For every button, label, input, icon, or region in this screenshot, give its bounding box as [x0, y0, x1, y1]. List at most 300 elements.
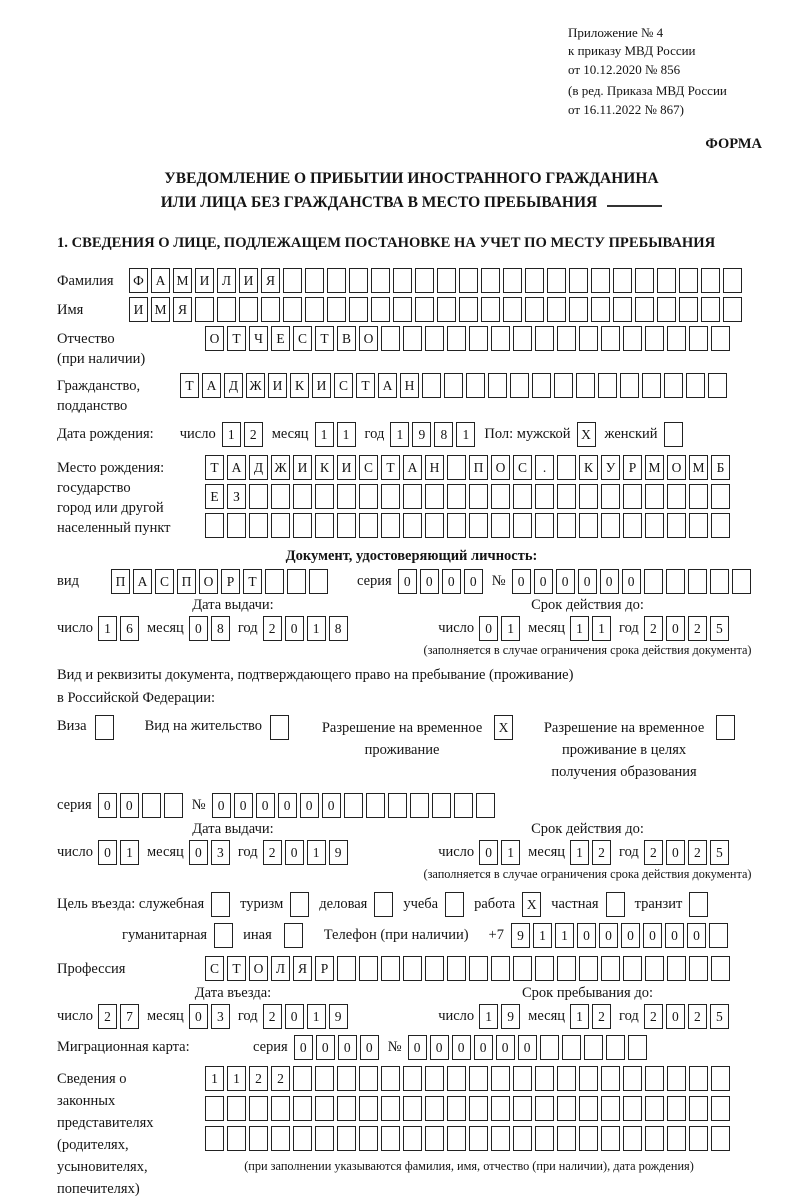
char-cell[interactable]: И: [312, 373, 331, 398]
char-cell[interactable]: X: [522, 892, 541, 917]
char-cell[interactable]: [293, 484, 312, 509]
char-cell[interactable]: 9: [329, 1004, 348, 1029]
char-cell[interactable]: 1: [120, 840, 139, 865]
char-cell[interactable]: [444, 373, 463, 398]
char-cell[interactable]: 1: [307, 616, 326, 641]
char-cell[interactable]: [623, 1096, 642, 1121]
char-cell[interactable]: 0: [479, 616, 498, 641]
char-cell[interactable]: 2: [644, 840, 663, 865]
char-cell[interactable]: [447, 326, 466, 351]
char-cell[interactable]: [239, 297, 258, 322]
char-cell[interactable]: [645, 956, 664, 981]
char-cell[interactable]: [535, 513, 554, 538]
char-cell[interactable]: [381, 1066, 400, 1091]
char-cell[interactable]: Т: [315, 326, 334, 351]
char-cell[interactable]: Е: [271, 326, 290, 351]
char-cell[interactable]: 2: [688, 840, 707, 865]
char-cell[interactable]: Н: [400, 373, 419, 398]
char-cell[interactable]: 0: [420, 569, 439, 594]
char-cell[interactable]: [645, 1126, 664, 1151]
char-cell[interactable]: [711, 484, 730, 509]
char-cell[interactable]: Н: [425, 455, 444, 480]
char-cell[interactable]: 5: [710, 616, 729, 641]
char-cell[interactable]: [535, 1096, 554, 1121]
char-cell[interactable]: М: [173, 268, 192, 293]
char-cell[interactable]: [513, 484, 532, 509]
char-cell[interactable]: [309, 569, 328, 594]
char-cell[interactable]: X: [577, 422, 596, 447]
char-cell[interactable]: [579, 513, 598, 538]
char-cell[interactable]: [711, 956, 730, 981]
char-cell[interactable]: 1: [456, 422, 475, 447]
char-cell[interactable]: [337, 1096, 356, 1121]
char-cell[interactable]: 9: [412, 422, 431, 447]
char-cell[interactable]: [447, 1126, 466, 1151]
char-cell[interactable]: [283, 297, 302, 322]
char-cell[interactable]: [645, 484, 664, 509]
char-cell[interactable]: 0: [687, 923, 706, 948]
char-cell[interactable]: [271, 1126, 290, 1151]
char-cell[interactable]: [344, 793, 363, 818]
char-cell[interactable]: К: [579, 455, 598, 480]
char-cell[interactable]: [142, 793, 161, 818]
char-cell[interactable]: С: [293, 326, 312, 351]
char-cell[interactable]: 0: [256, 793, 275, 818]
char-cell[interactable]: [689, 326, 708, 351]
char-cell[interactable]: 0: [285, 840, 304, 865]
char-cell[interactable]: 1: [570, 1004, 589, 1029]
char-cell[interactable]: [709, 923, 728, 948]
char-cell[interactable]: [447, 513, 466, 538]
char-cell[interactable]: 9: [511, 923, 530, 948]
char-cell[interactable]: [349, 268, 368, 293]
char-cell[interactable]: 0: [666, 1004, 685, 1029]
char-cell[interactable]: [469, 326, 488, 351]
char-cell[interactable]: 0: [534, 569, 553, 594]
char-cell[interactable]: С: [513, 455, 532, 480]
char-cell[interactable]: [601, 1066, 620, 1091]
char-cell[interactable]: С: [205, 956, 224, 981]
char-cell[interactable]: 0: [300, 793, 319, 818]
char-cell[interactable]: [249, 1126, 268, 1151]
char-cell[interactable]: [491, 1126, 510, 1151]
char-cell[interactable]: 2: [688, 1004, 707, 1029]
char-cell[interactable]: [283, 268, 302, 293]
char-cell[interactable]: [403, 956, 422, 981]
char-cell[interactable]: [374, 892, 393, 917]
char-cell[interactable]: [447, 1096, 466, 1121]
char-cell[interactable]: [657, 268, 676, 293]
char-cell[interactable]: [598, 373, 617, 398]
char-cell[interactable]: 1: [592, 616, 611, 641]
char-cell[interactable]: [606, 1035, 625, 1060]
char-cell[interactable]: 6: [120, 616, 139, 641]
char-cell[interactable]: Т: [227, 956, 246, 981]
char-cell[interactable]: [579, 1066, 598, 1091]
char-cell[interactable]: [371, 297, 390, 322]
char-cell[interactable]: П: [469, 455, 488, 480]
char-cell[interactable]: Т: [356, 373, 375, 398]
char-cell[interactable]: 0: [338, 1035, 357, 1060]
char-cell[interactable]: [601, 1126, 620, 1151]
char-cell[interactable]: [293, 513, 312, 538]
char-cell[interactable]: [95, 715, 114, 740]
char-cell[interactable]: [271, 1096, 290, 1121]
char-cell[interactable]: [337, 1066, 356, 1091]
char-cell[interactable]: 1: [222, 422, 241, 447]
char-cell[interactable]: [645, 326, 664, 351]
char-cell[interactable]: 1: [337, 422, 356, 447]
char-cell[interactable]: [513, 326, 532, 351]
char-cell[interactable]: 0: [666, 616, 685, 641]
char-cell[interactable]: [503, 268, 522, 293]
char-cell[interactable]: [613, 268, 632, 293]
char-cell[interactable]: [437, 268, 456, 293]
char-cell[interactable]: [723, 297, 742, 322]
char-cell[interactable]: [591, 268, 610, 293]
char-cell[interactable]: [315, 1066, 334, 1091]
char-cell[interactable]: [557, 1096, 576, 1121]
char-cell[interactable]: 2: [249, 1066, 268, 1091]
char-cell[interactable]: [293, 1066, 312, 1091]
char-cell[interactable]: [689, 892, 708, 917]
char-cell[interactable]: [459, 268, 478, 293]
char-cell[interactable]: Т: [227, 326, 246, 351]
char-cell[interactable]: 1: [227, 1066, 246, 1091]
char-cell[interactable]: [359, 513, 378, 538]
char-cell[interactable]: 2: [244, 422, 263, 447]
char-cell[interactable]: [666, 569, 685, 594]
char-cell[interactable]: [601, 326, 620, 351]
char-cell[interactable]: [305, 297, 324, 322]
char-cell[interactable]: [689, 513, 708, 538]
char-cell[interactable]: [359, 1126, 378, 1151]
char-cell[interactable]: [557, 326, 576, 351]
char-cell[interactable]: И: [129, 297, 148, 322]
char-cell[interactable]: [557, 455, 576, 480]
char-cell[interactable]: [708, 373, 727, 398]
char-cell[interactable]: [349, 297, 368, 322]
char-cell[interactable]: 2: [592, 1004, 611, 1029]
char-cell[interactable]: [513, 1066, 532, 1091]
char-cell[interactable]: [447, 956, 466, 981]
char-cell[interactable]: [366, 793, 385, 818]
char-cell[interactable]: 2: [644, 616, 663, 641]
char-cell[interactable]: 0: [294, 1035, 313, 1060]
char-cell[interactable]: [315, 513, 334, 538]
char-cell[interactable]: [576, 373, 595, 398]
char-cell[interactable]: [667, 956, 686, 981]
char-cell[interactable]: [642, 373, 661, 398]
char-cell[interactable]: Ж: [246, 373, 265, 398]
char-cell[interactable]: [645, 1066, 664, 1091]
char-cell[interactable]: П: [111, 569, 130, 594]
char-cell[interactable]: Ф: [129, 268, 148, 293]
char-cell[interactable]: [454, 793, 473, 818]
char-cell[interactable]: [469, 513, 488, 538]
char-cell[interactable]: [469, 1096, 488, 1121]
char-cell[interactable]: [249, 1096, 268, 1121]
char-cell[interactable]: 8: [329, 616, 348, 641]
char-cell[interactable]: Р: [315, 956, 334, 981]
char-cell[interactable]: Я: [173, 297, 192, 322]
char-cell[interactable]: [491, 956, 510, 981]
char-cell[interactable]: 0: [666, 840, 685, 865]
char-cell[interactable]: [491, 1066, 510, 1091]
char-cell[interactable]: [432, 793, 451, 818]
char-cell[interactable]: [381, 513, 400, 538]
char-cell[interactable]: [491, 484, 510, 509]
char-cell[interactable]: [601, 956, 620, 981]
char-cell[interactable]: [227, 1096, 246, 1121]
char-cell[interactable]: [488, 373, 507, 398]
char-cell[interactable]: [359, 1066, 378, 1091]
char-cell[interactable]: [447, 484, 466, 509]
char-cell[interactable]: 0: [512, 569, 531, 594]
char-cell[interactable]: [481, 297, 500, 322]
char-cell[interactable]: [628, 1035, 647, 1060]
char-cell[interactable]: [415, 268, 434, 293]
char-cell[interactable]: [557, 956, 576, 981]
char-cell[interactable]: [337, 513, 356, 538]
char-cell[interactable]: [270, 715, 289, 740]
char-cell[interactable]: [579, 484, 598, 509]
char-cell[interactable]: 1: [205, 1066, 224, 1091]
char-cell[interactable]: [227, 1126, 246, 1151]
char-cell[interactable]: 5: [710, 840, 729, 865]
char-cell[interactable]: [445, 892, 464, 917]
char-cell[interactable]: 0: [189, 840, 208, 865]
char-cell[interactable]: [535, 326, 554, 351]
char-cell[interactable]: [525, 297, 544, 322]
char-cell[interactable]: [623, 326, 642, 351]
char-cell[interactable]: Т: [381, 455, 400, 480]
char-cell[interactable]: [711, 326, 730, 351]
char-cell[interactable]: [701, 297, 720, 322]
char-cell[interactable]: [535, 484, 554, 509]
char-cell[interactable]: [635, 268, 654, 293]
char-cell[interactable]: [469, 1066, 488, 1091]
char-cell[interactable]: [606, 892, 625, 917]
char-cell[interactable]: [327, 297, 346, 322]
char-cell[interactable]: 3: [211, 1004, 230, 1029]
char-cell[interactable]: 0: [189, 1004, 208, 1029]
char-cell[interactable]: Е: [205, 484, 224, 509]
char-cell[interactable]: 2: [263, 616, 282, 641]
char-cell[interactable]: [425, 1066, 444, 1091]
char-cell[interactable]: [469, 956, 488, 981]
char-cell[interactable]: [601, 1096, 620, 1121]
char-cell[interactable]: [415, 297, 434, 322]
char-cell[interactable]: 2: [592, 840, 611, 865]
char-cell[interactable]: 0: [398, 569, 417, 594]
char-cell[interactable]: А: [227, 455, 246, 480]
char-cell[interactable]: [359, 956, 378, 981]
char-cell[interactable]: С: [359, 455, 378, 480]
char-cell[interactable]: [679, 297, 698, 322]
char-cell[interactable]: [535, 956, 554, 981]
char-cell[interactable]: [337, 956, 356, 981]
char-cell[interactable]: 9: [501, 1004, 520, 1029]
char-cell[interactable]: [249, 513, 268, 538]
char-cell[interactable]: [381, 1096, 400, 1121]
char-cell[interactable]: [667, 1126, 686, 1151]
char-cell[interactable]: [315, 484, 334, 509]
char-cell[interactable]: Д: [249, 455, 268, 480]
char-cell[interactable]: [393, 268, 412, 293]
char-cell[interactable]: [723, 268, 742, 293]
char-cell[interactable]: 1: [390, 422, 409, 447]
char-cell[interactable]: [711, 1096, 730, 1121]
char-cell[interactable]: А: [202, 373, 221, 398]
char-cell[interactable]: [249, 484, 268, 509]
char-cell[interactable]: О: [491, 455, 510, 480]
char-cell[interactable]: [657, 297, 676, 322]
char-cell[interactable]: 0: [643, 923, 662, 948]
char-cell[interactable]: [711, 1066, 730, 1091]
char-cell[interactable]: 2: [271, 1066, 290, 1091]
char-cell[interactable]: 1: [533, 923, 552, 948]
char-cell[interactable]: [211, 892, 230, 917]
char-cell[interactable]: Ж: [271, 455, 290, 480]
char-cell[interactable]: [562, 1035, 581, 1060]
char-cell[interactable]: 0: [622, 569, 641, 594]
char-cell[interactable]: О: [249, 956, 268, 981]
char-cell[interactable]: [315, 1096, 334, 1121]
char-cell[interactable]: 9: [329, 840, 348, 865]
char-cell[interactable]: 1: [570, 840, 589, 865]
char-cell[interactable]: У: [601, 455, 620, 480]
char-cell[interactable]: С: [155, 569, 174, 594]
char-cell[interactable]: 0: [189, 616, 208, 641]
char-cell[interactable]: [664, 373, 683, 398]
char-cell[interactable]: М: [689, 455, 708, 480]
char-cell[interactable]: [403, 513, 422, 538]
char-cell[interactable]: 0: [600, 569, 619, 594]
char-cell[interactable]: [425, 326, 444, 351]
char-cell[interactable]: X: [494, 715, 513, 740]
char-cell[interactable]: О: [667, 455, 686, 480]
char-cell[interactable]: 0: [430, 1035, 449, 1060]
char-cell[interactable]: [513, 1126, 532, 1151]
char-cell[interactable]: [459, 297, 478, 322]
char-cell[interactable]: А: [133, 569, 152, 594]
char-cell[interactable]: [710, 569, 729, 594]
char-cell[interactable]: [403, 484, 422, 509]
char-cell[interactable]: 0: [599, 923, 618, 948]
char-cell[interactable]: [623, 1066, 642, 1091]
char-cell[interactable]: [293, 1096, 312, 1121]
char-cell[interactable]: 1: [307, 1004, 326, 1029]
char-cell[interactable]: [689, 484, 708, 509]
char-cell[interactable]: [645, 1096, 664, 1121]
char-cell[interactable]: [525, 268, 544, 293]
char-cell[interactable]: [547, 268, 566, 293]
char-cell[interactable]: [271, 484, 290, 509]
char-cell[interactable]: 2: [688, 616, 707, 641]
char-cell[interactable]: [667, 484, 686, 509]
char-cell[interactable]: [664, 422, 683, 447]
char-cell[interactable]: [667, 513, 686, 538]
char-cell[interactable]: [620, 373, 639, 398]
char-cell[interactable]: [305, 268, 324, 293]
char-cell[interactable]: И: [337, 455, 356, 480]
char-cell[interactable]: [554, 373, 573, 398]
char-cell[interactable]: М: [645, 455, 664, 480]
char-cell[interactable]: Р: [221, 569, 240, 594]
char-cell[interactable]: [579, 1096, 598, 1121]
char-cell[interactable]: [403, 326, 422, 351]
char-cell[interactable]: [557, 513, 576, 538]
char-cell[interactable]: [195, 297, 214, 322]
char-cell[interactable]: 1: [98, 616, 117, 641]
char-cell[interactable]: С: [334, 373, 353, 398]
char-cell[interactable]: [711, 513, 730, 538]
char-cell[interactable]: О: [199, 569, 218, 594]
char-cell[interactable]: 0: [556, 569, 575, 594]
char-cell[interactable]: 0: [518, 1035, 537, 1060]
char-cell[interactable]: [732, 569, 751, 594]
char-cell[interactable]: [667, 326, 686, 351]
char-cell[interactable]: 7: [120, 1004, 139, 1029]
char-cell[interactable]: [716, 715, 735, 740]
char-cell[interactable]: [293, 1126, 312, 1151]
char-cell[interactable]: [591, 297, 610, 322]
char-cell[interactable]: [491, 513, 510, 538]
char-cell[interactable]: 0: [665, 923, 684, 948]
char-cell[interactable]: [644, 569, 663, 594]
char-cell[interactable]: 1: [555, 923, 574, 948]
char-cell[interactable]: 0: [452, 1035, 471, 1060]
char-cell[interactable]: [645, 513, 664, 538]
char-cell[interactable]: [403, 1126, 422, 1151]
char-cell[interactable]: [359, 484, 378, 509]
char-cell[interactable]: [547, 297, 566, 322]
char-cell[interactable]: [601, 484, 620, 509]
char-cell[interactable]: [569, 297, 588, 322]
char-cell[interactable]: [337, 1126, 356, 1151]
char-cell[interactable]: 0: [479, 840, 498, 865]
char-cell[interactable]: [557, 1126, 576, 1151]
char-cell[interactable]: [447, 1066, 466, 1091]
char-cell[interactable]: [261, 297, 280, 322]
char-cell[interactable]: 1: [479, 1004, 498, 1029]
char-cell[interactable]: [584, 1035, 603, 1060]
char-cell[interactable]: [613, 297, 632, 322]
char-cell[interactable]: [287, 569, 306, 594]
char-cell[interactable]: [635, 297, 654, 322]
char-cell[interactable]: [689, 1096, 708, 1121]
char-cell[interactable]: [327, 268, 346, 293]
char-cell[interactable]: 2: [98, 1004, 117, 1029]
char-cell[interactable]: [422, 373, 441, 398]
char-cell[interactable]: [205, 513, 224, 538]
char-cell[interactable]: М: [151, 297, 170, 322]
char-cell[interactable]: [381, 484, 400, 509]
char-cell[interactable]: 2: [644, 1004, 663, 1029]
char-cell[interactable]: Р: [623, 455, 642, 480]
char-cell[interactable]: 0: [474, 1035, 493, 1060]
char-cell[interactable]: Л: [217, 268, 236, 293]
char-cell[interactable]: 1: [570, 616, 589, 641]
char-cell[interactable]: [503, 297, 522, 322]
char-cell[interactable]: Б: [711, 455, 730, 480]
char-cell[interactable]: [557, 1066, 576, 1091]
char-cell[interactable]: Т: [205, 455, 224, 480]
char-cell[interactable]: [513, 513, 532, 538]
char-cell[interactable]: [381, 326, 400, 351]
char-cell[interactable]: [425, 484, 444, 509]
